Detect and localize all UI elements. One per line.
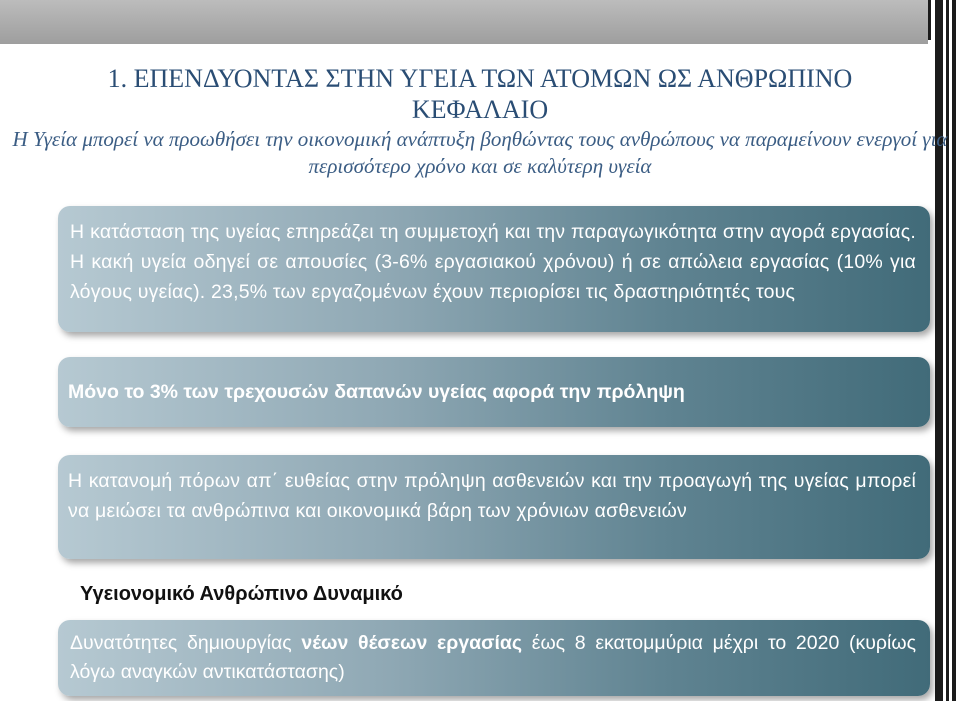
- info-box-new-jobs: [58, 620, 930, 696]
- info-box-text: Μόνο το 3% των τρεχουσών δαπανών υγείας αφορά την πρόληψη: [68, 380, 685, 403]
- info-text-highlight: νέων θέσεων εργασίας: [301, 632, 523, 654]
- section-heading: Υγειονομικό Ανθρώπινο Δυναμικό: [80, 583, 403, 605]
- info-box-labor-health: [58, 206, 930, 332]
- info-text-part3: έως 8 εκατομμύρια μέχρι το 2020 (κυρίως λόγω αναγκών αντικατάστασης): [70, 632, 916, 683]
- info-box-text: [70, 629, 916, 687]
- info-box-text: Η κατανομή πόρων απ΄ ευθείας στην πρόληψη ασθενειών και την προαγωγή της υγείας μπορεί να μειώσει τα ανθρώπινα και οικονομικά βάρη των χρόνιων ασθενειών: [68, 470, 916, 522]
- info-text-part1: Δυνατότητες δημιουργίας: [70, 632, 302, 654]
- slide-title-line2: ΚΕΦΑΛΑΙΟ: [411, 95, 549, 124]
- info-box-prevention-spending: [58, 357, 930, 427]
- info-box-resource-allocation: [58, 455, 930, 559]
- slide-header-bar: [0, 0, 928, 44]
- slide-subtitle: Η Υγεία μπορεί να προωθήσει την οικονομική ανάπτυξη βοηθώντας τους ανθρώπους να παραμείνουν ενεργοί για περισσότερο χρόνο και σε καλύτερη υγεία: [12, 127, 948, 178]
- info-box-text: Η κατάσταση της υγείας επηρεάζει τη συμμετοχή και την παραγωγικότητα στην αγορά εργασίας. Η κακή υγεία οδηγεί σε απουσίες (3-6% εργασιακού χρόνου) ή σε απώλεια εργασίας (10% για λόγους υγείας). 23,5% των εργαζομένων έχουν περιορίσει τις δραστηριότητές τους: [70, 221, 916, 303]
- slide-title-line1: 1. ΕΠΕΝΔΥΟΝΤΑΣ ΣΤΗΝ ΥΓΕΙΑ ΤΩΝ ΑΤΟΜΩΝ ΩΣ ΑΝΘΡΩΠΙΝΟ: [107, 64, 853, 93]
